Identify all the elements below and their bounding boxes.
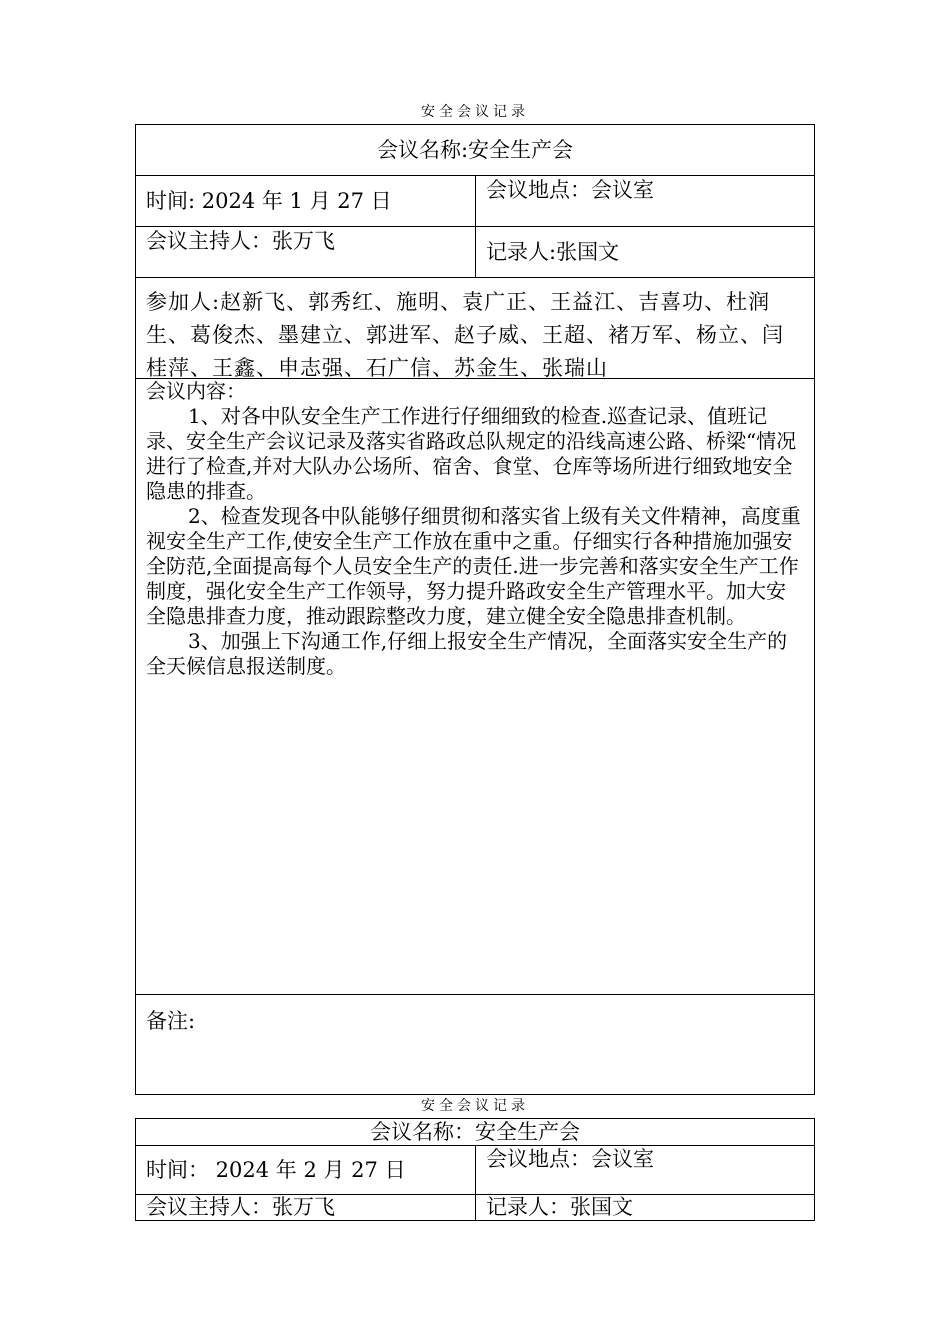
meeting-recorder: 记录人：张国文 <box>486 1195 633 1219</box>
meeting-name-row <box>136 1119 814 1146</box>
content-label: 会议内容： <box>146 379 246 403</box>
meeting-name: 会议名称:安全生产会 <box>376 138 574 162</box>
remarks-row <box>136 995 814 1094</box>
content-row <box>136 379 814 995</box>
content-item: 3、加强上下沟通工作,仔细上报安全生产情况，全面落实安全生产的全天候信息报送制度。 <box>146 629 788 678</box>
meeting-name-row <box>136 125 814 176</box>
meeting-time: 时间： 2024 年 2 月 27 日 <box>136 1146 476 1194</box>
remarks-label: 备注: <box>146 1009 196 1033</box>
time-location-row <box>136 176 814 227</box>
attendees-row <box>136 278 814 379</box>
meeting-record-table <box>135 1118 815 1221</box>
meeting-location: 会议地点：会议室 <box>486 1147 654 1171</box>
meeting-recorder: 记录人:张国文 <box>486 240 620 264</box>
meeting-record-table <box>135 124 815 1095</box>
meeting-host: 会议主持人：张万飞 <box>136 227 476 277</box>
record-caption: 安全会议记录 <box>421 1098 529 1114</box>
content-item: 2、检查发现各中队能够仔细贯彻和落实省上级有关文件精神，高度重视安全生产工作,使安全生产工作放在重中之重。仔细实行各种措施加强安全防范,全面提高每个人员安全生产的责任.进一步完善和落实安全生产工作制度，强化安全生产工作领导，努力提升路政安全生产管理水平。加大安全隐患排查力度，推动跟踪整改力度，建立健全安全隐患排查机制。 <box>146 504 801 628</box>
meeting-time: 时间: 2024 年 1 月 27 日 <box>136 176 476 226</box>
meeting-location: 会议地点：会议室 <box>486 178 654 202</box>
record-caption: 安全会议记录 <box>421 104 529 120</box>
content-item: 1、对各中队安全生产工作进行仔细细致的检查.巡查记录、值班记录、安全生产会议记录及落实省路政总队规定的沿线高速公路、桥梁“情况进行了检查,并对大队办公场所、宿舍、食堂、仓库等场所进行细致地安全隐患的排查。 <box>146 404 797 503</box>
time-location-row <box>136 1146 814 1195</box>
host-recorder-row <box>136 1195 814 1220</box>
meeting-host: 会议主持人：张万飞 <box>136 1195 476 1220</box>
content-cell <box>136 379 814 994</box>
meeting-name: 会议名称：安全生产会 <box>370 1120 580 1144</box>
host-recorder-row <box>136 227 814 278</box>
attendees: 参加人:赵新飞、郭秀红、施明、袁广正、王益江、吉喜功、杜润生、葛俊杰、墨建立、郭进军、赵子威、王超、褚万军、杨立、闫桂萍、王鑫、申志强、石广信、苏金生、张瑞山 <box>146 290 784 378</box>
